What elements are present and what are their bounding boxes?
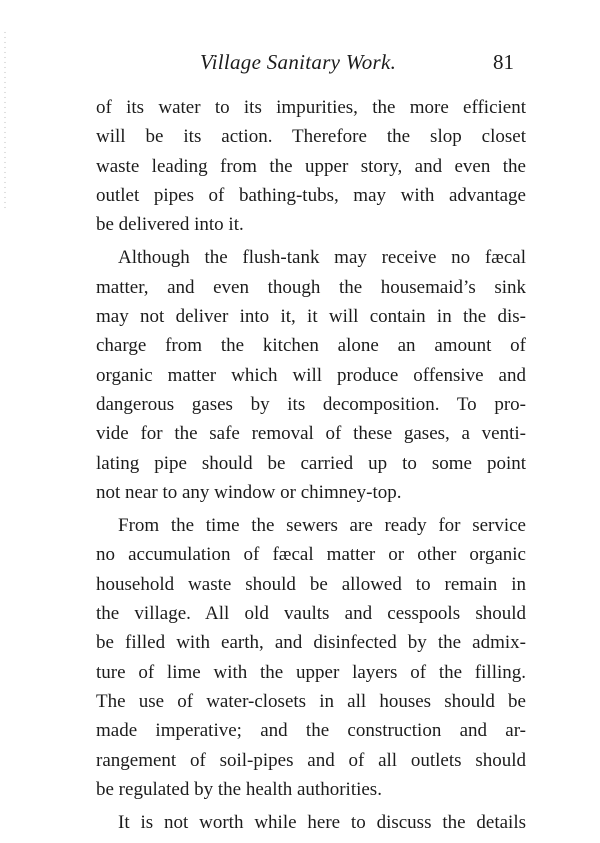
text-line: not near to any window or chimney-top.: [96, 481, 402, 503]
text-line: From the time the sewers are ready for service: [118, 515, 526, 537]
text-line: organic matter which will produce offensive and: [96, 364, 526, 386]
text-line: of its water to its impurities, the more efficient: [96, 97, 526, 118]
text-line: outlet pipes of bathing-tubs, may with advantage: [96, 184, 526, 206]
paragraph-3: [96, 511, 526, 804]
text-line: matter, and even though the housemaid’s sink: [96, 276, 526, 298]
text-line: rangement of soil-pipes and of all outlets should: [96, 749, 526, 771]
text-line: It is not worth while here to discuss the details: [118, 812, 526, 834]
text-line: Although the flush-tank may receive no fæcal: [118, 247, 526, 269]
text-line: be delivered into it.: [96, 214, 244, 236]
text-line: the village. All old vaults and cesspools should: [96, 603, 526, 625]
text-line: dangerous gases by its decomposition. To pro-: [96, 393, 526, 415]
text-line: be filled with earth, and disinfected by the admix-: [96, 632, 526, 654]
text-line: waste leading from the upper story, and even the: [96, 155, 526, 177]
text-line: ture of lime with the upper layers of the filling.: [96, 661, 526, 683]
paragraph-4: [96, 808, 526, 837]
body-text: [96, 93, 526, 837]
running-head: [0, 50, 600, 78]
text-line: lating pipe should be carried up to some point: [96, 452, 526, 474]
text-line: vide for the safe removal of these gases, a venti-: [96, 423, 526, 445]
text-line: household waste should be allowed to remain in: [96, 573, 526, 595]
paragraph-1: [96, 93, 526, 239]
text-line: The use of water-closets in all houses should be: [96, 690, 526, 712]
text-line: no accumulation of fæcal matter or other organic: [96, 544, 526, 566]
text-line: charge from the kitchen alone an amount of: [96, 335, 526, 357]
running-title: Village Sanitary Work.: [200, 50, 397, 74]
text-line: be regulated by the health authorities.: [96, 778, 382, 800]
text-line: made imperative; and the construction and ar-: [96, 720, 526, 742]
paragraph-2: [96, 243, 526, 507]
text-line: will be its action. Therefore the slop closet: [96, 126, 526, 148]
page-number: 81: [493, 50, 514, 74]
text-line: may not deliver into it, it will contain in the dis-: [96, 306, 526, 328]
